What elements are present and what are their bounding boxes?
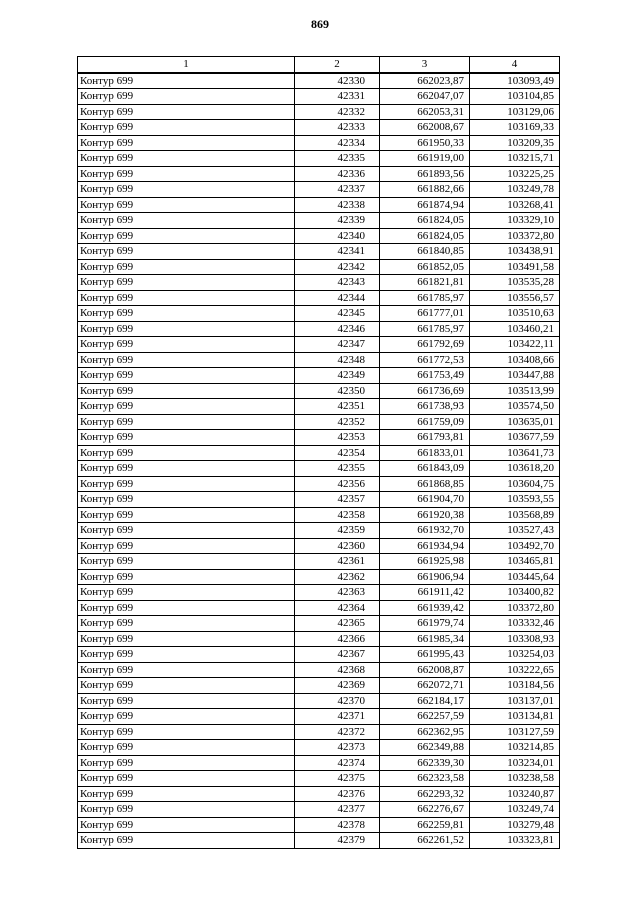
- point-number-cell: 42379: [295, 833, 380, 849]
- point-number-cell: 42365: [295, 616, 380, 632]
- header-row: [78, 57, 560, 73]
- contour-name-cell: Контур 699: [78, 213, 295, 229]
- y-coordinate-cell: 103268,41: [470, 197, 560, 213]
- x-coordinate-cell: 661906,94: [380, 569, 470, 585]
- table-row: [78, 337, 560, 353]
- y-coordinate-cell: 103134,81: [470, 709, 560, 725]
- point-number-cell: 42339: [295, 213, 380, 229]
- y-coordinate-cell: 103535,28: [470, 275, 560, 291]
- point-number-cell: 42364: [295, 600, 380, 616]
- contour-name-cell: Контур 699: [78, 523, 295, 539]
- y-coordinate-cell: 103604,75: [470, 476, 560, 492]
- table-row: [78, 73, 560, 89]
- point-number-cell: 42346: [295, 321, 380, 337]
- point-number-cell: 42359: [295, 523, 380, 539]
- point-number-cell: 42369: [295, 678, 380, 694]
- table-row: [78, 631, 560, 647]
- table-row: [78, 461, 560, 477]
- x-coordinate-cell: 661772,53: [380, 352, 470, 368]
- x-coordinate-cell: 661979,74: [380, 616, 470, 632]
- table-row: [78, 151, 560, 167]
- point-number-cell: 42333: [295, 120, 380, 136]
- x-coordinate-cell: 661824,05: [380, 228, 470, 244]
- y-coordinate-cell: 103323,81: [470, 833, 560, 849]
- contour-name-cell: Контур 699: [78, 647, 295, 663]
- x-coordinate-cell: 662072,71: [380, 678, 470, 694]
- table-body: [78, 73, 560, 849]
- contour-name-cell: Контур 699: [78, 786, 295, 802]
- point-number-cell: 42350: [295, 383, 380, 399]
- y-coordinate-cell: 103184,56: [470, 678, 560, 694]
- x-coordinate-cell: 662339,30: [380, 755, 470, 771]
- y-coordinate-cell: 103372,80: [470, 600, 560, 616]
- y-coordinate-cell: 103238,58: [470, 771, 560, 787]
- table-header: [78, 57, 560, 73]
- x-coordinate-cell: 662259,81: [380, 817, 470, 833]
- contour-name-cell: Контур 699: [78, 89, 295, 105]
- contour-name-cell: Контур 699: [78, 771, 295, 787]
- y-coordinate-cell: 103574,50: [470, 399, 560, 415]
- y-coordinate-cell: 103677,59: [470, 430, 560, 446]
- point-number-cell: 42343: [295, 275, 380, 291]
- table-row: [78, 523, 560, 539]
- y-coordinate-cell: 103400,82: [470, 585, 560, 601]
- x-coordinate-cell: 661950,33: [380, 135, 470, 151]
- point-number-cell: 42357: [295, 492, 380, 508]
- contour-name-cell: Контур 699: [78, 833, 295, 849]
- contour-name-cell: Контур 699: [78, 120, 295, 136]
- point-number-cell: 42352: [295, 414, 380, 430]
- table-row: [78, 554, 560, 570]
- table-row: [78, 492, 560, 508]
- table-row: [78, 197, 560, 213]
- table-row: [78, 817, 560, 833]
- table-row: [78, 724, 560, 740]
- table-row: [78, 833, 560, 849]
- y-coordinate-cell: 103240,87: [470, 786, 560, 802]
- table-row: [78, 662, 560, 678]
- point-number-cell: 42332: [295, 104, 380, 120]
- y-coordinate-cell: 103214,85: [470, 740, 560, 756]
- contour-name-cell: Контур 699: [78, 228, 295, 244]
- x-coordinate-cell: 661911,42: [380, 585, 470, 601]
- column-header-2: 2: [295, 57, 380, 73]
- table-row: [78, 430, 560, 446]
- table-row: [78, 368, 560, 384]
- contour-name-cell: Контур 699: [78, 755, 295, 771]
- x-coordinate-cell: 661925,98: [380, 554, 470, 570]
- x-coordinate-cell: 661843,09: [380, 461, 470, 477]
- y-coordinate-cell: 103527,43: [470, 523, 560, 539]
- x-coordinate-cell: 661919,00: [380, 151, 470, 167]
- point-number-cell: 42366: [295, 631, 380, 647]
- contour-name-cell: Контур 699: [78, 73, 295, 89]
- x-coordinate-cell: 662257,59: [380, 709, 470, 725]
- table-row: [78, 135, 560, 151]
- y-coordinate-cell: 103513,99: [470, 383, 560, 399]
- x-coordinate-cell: 662293,32: [380, 786, 470, 802]
- contour-name-cell: Контур 699: [78, 290, 295, 306]
- table-row: [78, 306, 560, 322]
- x-coordinate-cell: 661904,70: [380, 492, 470, 508]
- y-coordinate-cell: 103510,63: [470, 306, 560, 322]
- table-row: [78, 275, 560, 291]
- table-row: [78, 399, 560, 415]
- column-header-1: 1: [78, 57, 295, 73]
- table-row: [78, 616, 560, 632]
- y-coordinate-cell: 103308,93: [470, 631, 560, 647]
- contour-name-cell: Контур 699: [78, 383, 295, 399]
- point-number-cell: 42330: [295, 73, 380, 89]
- contour-name-cell: Контур 699: [78, 507, 295, 523]
- point-number-cell: 42340: [295, 228, 380, 244]
- y-coordinate-cell: 103234,01: [470, 755, 560, 771]
- table-row: [78, 585, 560, 601]
- x-coordinate-cell: 661736,69: [380, 383, 470, 399]
- x-coordinate-cell: 661932,70: [380, 523, 470, 539]
- y-coordinate-cell: 103332,46: [470, 616, 560, 632]
- x-coordinate-cell: 661738,93: [380, 399, 470, 415]
- point-number-cell: 42362: [295, 569, 380, 585]
- x-coordinate-cell: 661868,85: [380, 476, 470, 492]
- table-row: [78, 476, 560, 492]
- contour-name-cell: Контур 699: [78, 306, 295, 322]
- x-coordinate-cell: 662276,67: [380, 802, 470, 818]
- table-row: [78, 120, 560, 136]
- x-coordinate-cell: 661840,85: [380, 244, 470, 260]
- point-number-cell: 42372: [295, 724, 380, 740]
- contour-name-cell: Контур 699: [78, 352, 295, 368]
- x-coordinate-cell: 661792,69: [380, 337, 470, 353]
- point-number-cell: 42373: [295, 740, 380, 756]
- contour-name-cell: Контур 699: [78, 337, 295, 353]
- x-coordinate-cell: 661759,09: [380, 414, 470, 430]
- table-row: [78, 647, 560, 663]
- y-coordinate-cell: 103127,59: [470, 724, 560, 740]
- point-number-cell: 42334: [295, 135, 380, 151]
- y-coordinate-cell: 103491,58: [470, 259, 560, 275]
- point-number-cell: 42336: [295, 166, 380, 182]
- contour-name-cell: Контур 699: [78, 182, 295, 198]
- contour-name-cell: Контур 699: [78, 662, 295, 678]
- point-number-cell: 42349: [295, 368, 380, 384]
- point-number-cell: 42338: [295, 197, 380, 213]
- table-row: [78, 259, 560, 275]
- point-number-cell: 42371: [295, 709, 380, 725]
- x-coordinate-cell: 661920,38: [380, 507, 470, 523]
- contour-name-cell: Контур 699: [78, 399, 295, 415]
- x-coordinate-cell: 662362,95: [380, 724, 470, 740]
- y-coordinate-cell: 103215,71: [470, 151, 560, 167]
- x-coordinate-cell: 661793,81: [380, 430, 470, 446]
- y-coordinate-cell: 103329,10: [470, 213, 560, 229]
- x-coordinate-cell: 661777,01: [380, 306, 470, 322]
- y-coordinate-cell: 103465,81: [470, 554, 560, 570]
- x-coordinate-cell: 661753,49: [380, 368, 470, 384]
- contour-name-cell: Контур 699: [78, 709, 295, 725]
- y-coordinate-cell: 103104,85: [470, 89, 560, 105]
- x-coordinate-cell: 661821,81: [380, 275, 470, 291]
- contour-name-cell: Контур 699: [78, 678, 295, 694]
- x-coordinate-cell: 662047,07: [380, 89, 470, 105]
- point-number-cell: 42360: [295, 538, 380, 554]
- contour-name-cell: Контур 699: [78, 740, 295, 756]
- contour-name-cell: Контур 699: [78, 569, 295, 585]
- x-coordinate-cell: 661893,56: [380, 166, 470, 182]
- point-number-cell: 42354: [295, 445, 380, 461]
- x-coordinate-cell: 661785,97: [380, 290, 470, 306]
- y-coordinate-cell: 103445,64: [470, 569, 560, 585]
- table-row: [78, 321, 560, 337]
- contour-name-cell: Контур 699: [78, 802, 295, 818]
- point-number-cell: 42331: [295, 89, 380, 105]
- point-number-cell: 42345: [295, 306, 380, 322]
- x-coordinate-cell: 661833,01: [380, 445, 470, 461]
- y-coordinate-cell: 103225,25: [470, 166, 560, 182]
- point-number-cell: 42353: [295, 430, 380, 446]
- y-coordinate-cell: 103254,03: [470, 647, 560, 663]
- x-coordinate-cell: 661852,05: [380, 259, 470, 275]
- point-number-cell: 42361: [295, 554, 380, 570]
- table-row: [78, 244, 560, 260]
- point-number-cell: 42337: [295, 182, 380, 198]
- point-number-cell: 42351: [295, 399, 380, 415]
- table-row: [78, 771, 560, 787]
- contour-name-cell: Контур 699: [78, 414, 295, 430]
- table-row: [78, 755, 560, 771]
- x-coordinate-cell: 662008,87: [380, 662, 470, 678]
- table-row: [78, 213, 560, 229]
- y-coordinate-cell: 103635,01: [470, 414, 560, 430]
- table-row: [78, 802, 560, 818]
- point-number-cell: 42335: [295, 151, 380, 167]
- column-header-3: 3: [380, 57, 470, 73]
- x-coordinate-cell: 662323,58: [380, 771, 470, 787]
- y-coordinate-cell: 103093,49: [470, 73, 560, 89]
- y-coordinate-cell: 103422,11: [470, 337, 560, 353]
- table-row: [78, 352, 560, 368]
- point-number-cell: 42376: [295, 786, 380, 802]
- table-row: [78, 740, 560, 756]
- table-row: [78, 166, 560, 182]
- x-coordinate-cell: 662023,87: [380, 73, 470, 89]
- point-number-cell: 42355: [295, 461, 380, 477]
- point-number-cell: 42370: [295, 693, 380, 709]
- point-number-cell: 42341: [295, 244, 380, 260]
- page-number: 869: [311, 17, 329, 31]
- contour-name-cell: Контур 699: [78, 817, 295, 833]
- coordinates-table: [77, 56, 560, 849]
- column-header-4: 4: [470, 57, 560, 73]
- contour-name-cell: Контур 699: [78, 197, 295, 213]
- x-coordinate-cell: 661874,94: [380, 197, 470, 213]
- point-number-cell: 42375: [295, 771, 380, 787]
- table-row: [78, 693, 560, 709]
- contour-name-cell: Контур 699: [78, 166, 295, 182]
- table-row: [78, 89, 560, 105]
- x-coordinate-cell: 662349,88: [380, 740, 470, 756]
- y-coordinate-cell: 103568,89: [470, 507, 560, 523]
- contour-name-cell: Контур 699: [78, 600, 295, 616]
- point-number-cell: 42378: [295, 817, 380, 833]
- contour-name-cell: Контур 699: [78, 259, 295, 275]
- point-number-cell: 42348: [295, 352, 380, 368]
- contour-name-cell: Контур 699: [78, 244, 295, 260]
- table-row: [78, 104, 560, 120]
- contour-name-cell: Контур 699: [78, 445, 295, 461]
- table-row: [78, 383, 560, 399]
- point-number-cell: 42368: [295, 662, 380, 678]
- point-number-cell: 42344: [295, 290, 380, 306]
- x-coordinate-cell: 661934,94: [380, 538, 470, 554]
- contour-name-cell: Контур 699: [78, 538, 295, 554]
- y-coordinate-cell: 103492,70: [470, 538, 560, 554]
- table-row: [78, 445, 560, 461]
- contour-name-cell: Контур 699: [78, 631, 295, 647]
- y-coordinate-cell: 103222,65: [470, 662, 560, 678]
- contour-name-cell: Контур 699: [78, 368, 295, 384]
- point-number-cell: 42356: [295, 476, 380, 492]
- y-coordinate-cell: 103129,06: [470, 104, 560, 120]
- point-number-cell: 42358: [295, 507, 380, 523]
- y-coordinate-cell: 103209,35: [470, 135, 560, 151]
- table-row: [78, 786, 560, 802]
- contour-name-cell: Контур 699: [78, 275, 295, 291]
- contour-name-cell: Контур 699: [78, 476, 295, 492]
- table-row: [78, 507, 560, 523]
- x-coordinate-cell: 661882,66: [380, 182, 470, 198]
- y-coordinate-cell: 103408,66: [470, 352, 560, 368]
- y-coordinate-cell: 103279,48: [470, 817, 560, 833]
- y-coordinate-cell: 103460,21: [470, 321, 560, 337]
- point-number-cell: 42374: [295, 755, 380, 771]
- table-row: [78, 414, 560, 430]
- y-coordinate-cell: 103618,20: [470, 461, 560, 477]
- contour-name-cell: Контур 699: [78, 492, 295, 508]
- point-number-cell: 42347: [295, 337, 380, 353]
- y-coordinate-cell: 103641,73: [470, 445, 560, 461]
- x-coordinate-cell: 661995,43: [380, 647, 470, 663]
- table-row: [78, 678, 560, 694]
- table-row: [78, 228, 560, 244]
- y-coordinate-cell: 103169,33: [470, 120, 560, 136]
- x-coordinate-cell: 662261,52: [380, 833, 470, 849]
- table-row: [78, 709, 560, 725]
- contour-name-cell: Контур 699: [78, 104, 295, 120]
- point-number-cell: 42342: [295, 259, 380, 275]
- x-coordinate-cell: 661785,97: [380, 321, 470, 337]
- contour-name-cell: Контур 699: [78, 724, 295, 740]
- table-row: [78, 600, 560, 616]
- x-coordinate-cell: 661985,34: [380, 631, 470, 647]
- y-coordinate-cell: 103137,01: [470, 693, 560, 709]
- table-row: [78, 290, 560, 306]
- y-coordinate-cell: 103556,57: [470, 290, 560, 306]
- x-coordinate-cell: 662184,17: [380, 693, 470, 709]
- point-number-cell: 42367: [295, 647, 380, 663]
- y-coordinate-cell: 103372,80: [470, 228, 560, 244]
- contour-name-cell: Контур 699: [78, 693, 295, 709]
- table-row: [78, 569, 560, 585]
- y-coordinate-cell: 103593,55: [470, 492, 560, 508]
- x-coordinate-cell: 661824,05: [380, 213, 470, 229]
- point-number-cell: 42377: [295, 802, 380, 818]
- contour-name-cell: Контур 699: [78, 461, 295, 477]
- y-coordinate-cell: 103438,91: [470, 244, 560, 260]
- point-number-cell: 42363: [295, 585, 380, 601]
- y-coordinate-cell: 103249,78: [470, 182, 560, 198]
- contour-name-cell: Контур 699: [78, 151, 295, 167]
- table-row: [78, 182, 560, 198]
- contour-name-cell: Контур 699: [78, 616, 295, 632]
- x-coordinate-cell: 661939,42: [380, 600, 470, 616]
- table-row: [78, 538, 560, 554]
- x-coordinate-cell: 662053,31: [380, 104, 470, 120]
- contour-name-cell: Контур 699: [78, 321, 295, 337]
- y-coordinate-cell: 103249,74: [470, 802, 560, 818]
- contour-name-cell: Контур 699: [78, 585, 295, 601]
- contour-name-cell: Контур 699: [78, 135, 295, 151]
- x-coordinate-cell: 662008,67: [380, 120, 470, 136]
- y-coordinate-cell: 103447,88: [470, 368, 560, 384]
- contour-name-cell: Контур 699: [78, 554, 295, 570]
- contour-name-cell: Контур 699: [78, 430, 295, 446]
